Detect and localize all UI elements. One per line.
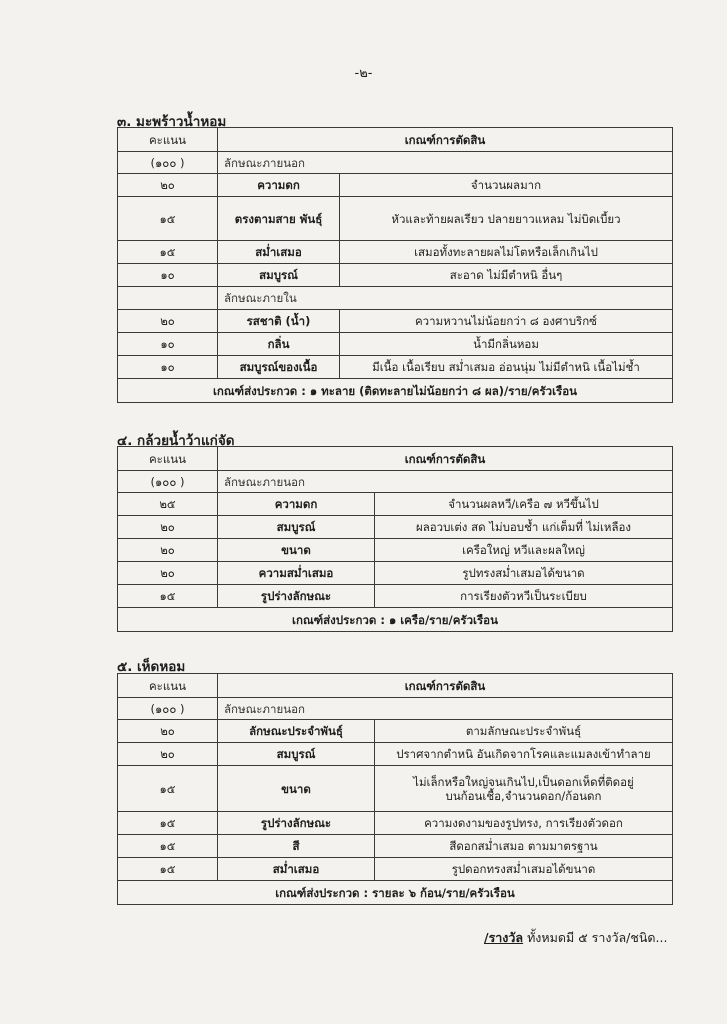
submission-criteria: เกณฑ์ส่งประกวด : รายละ ๖ ก้อน/ราย/ครัวเรือน xyxy=(118,881,673,905)
criteria-header: เกณฑ์การตัดสิน xyxy=(218,674,673,698)
table-row xyxy=(118,516,673,539)
table-row xyxy=(118,493,673,516)
row-score: ๒๐ xyxy=(118,562,218,585)
row-criterion: รูปร่างลักษณะ xyxy=(218,585,375,608)
row-description: รูปทรงสม่ำเสมอได้ขนาด xyxy=(375,562,673,585)
row-score: ๒๐ xyxy=(118,539,218,562)
table-header-row xyxy=(118,128,673,152)
group-row xyxy=(118,287,673,310)
row-description: เสมอทั้งทะลายผลไม่โตหรือเล็กเกินไป xyxy=(340,241,673,264)
table-row xyxy=(118,720,673,743)
row-score: ๒๐ xyxy=(118,720,218,743)
row-criterion: ลักษณะประจำพันธุ์ xyxy=(218,720,375,743)
row-score: ๑๐ xyxy=(118,333,218,356)
row-description: จำนวนผลมาก xyxy=(340,174,673,197)
row-criterion: สม่ำเสมอ xyxy=(218,241,340,264)
table-row xyxy=(118,197,673,241)
footer-row xyxy=(118,608,673,632)
footer-row xyxy=(118,379,673,403)
row-score: ๑๕ xyxy=(118,241,218,264)
row-score: ๑๕ xyxy=(118,766,218,812)
row-description-line: บนก้อนเชื้อ,จำนวนดอก/ก้อนดก xyxy=(445,788,602,803)
criteria-table-banana xyxy=(117,446,673,632)
table-row xyxy=(118,539,673,562)
row-description: ปราศจากตำหนิ อันเกิดจากโรคและแมลงเข้าทำลาย xyxy=(375,743,673,766)
row-score: ๒๐ xyxy=(118,174,218,197)
row-criterion: สมบูรณ์ xyxy=(218,516,375,539)
row-criterion: ขนาด xyxy=(218,539,375,562)
submission-criteria: เกณฑ์ส่งประกวด : ๑ เครือ/ราย/ครัวเรือน xyxy=(118,608,673,632)
score-label: คะแนน xyxy=(118,447,218,471)
table-row xyxy=(118,835,673,858)
table-row xyxy=(118,562,673,585)
group-row xyxy=(118,152,673,174)
row-description: สีดอกสม่ำเสมอ ตามมาตรฐาน xyxy=(375,835,673,858)
section-title-coconut: ๓. มะพร้าวน้ำหอม xyxy=(117,114,227,130)
prize-link-text: /รางวัล xyxy=(484,930,524,945)
table-row xyxy=(118,585,673,608)
row-description: การเรียงตัวหวีเป็นระเบียบ xyxy=(375,585,673,608)
group-row xyxy=(118,698,673,720)
row-criterion: ความดก xyxy=(218,174,340,197)
row-criterion: สมบูรณ์ xyxy=(218,264,340,287)
section-title-shiitake: ๕. เห็ดหอม xyxy=(117,659,186,675)
row-criterion: ความสม่ำเสมอ xyxy=(218,562,375,585)
table-header-row xyxy=(118,674,673,698)
submission-criteria: เกณฑ์ส่งประกวด : ๑ ทะลาย (ติดทะลายไม่น้อยกว่า ๘ ผล)/ราย/ครัวเรือน xyxy=(118,379,673,403)
score-total: (๑๐๐ ) xyxy=(118,471,218,493)
group-label-interior: ลักษณะภายใน xyxy=(218,287,673,310)
row-criterion: สี xyxy=(218,835,375,858)
score-label: คะแนน xyxy=(118,128,218,152)
row-criterion: ตรงตามสาย พันธุ์ xyxy=(218,197,340,241)
prize-rest-text: ทั้งหมดมี ๕ รางวัล/ชนิด... xyxy=(523,930,668,945)
table-row xyxy=(118,310,673,333)
table-row xyxy=(118,333,673,356)
empty-score-cell xyxy=(118,287,218,310)
criteria-table-shiitake xyxy=(117,673,673,905)
row-description: ผลอวบเต่ง สด ไม่บอบช้ำ แก่เต็มที่ ไม่เหลือง xyxy=(375,516,673,539)
group-label-exterior: ลักษณะภายนอก xyxy=(218,152,673,174)
row-description: หัวและท้ายผลเรียว ปลายยาวแหลม ไม่บิดเบี้ยว xyxy=(340,197,673,241)
row-score: ๑๕ xyxy=(118,858,218,881)
table-row xyxy=(118,766,673,812)
row-description: มีเนื้อ เนื้อเรียบ สม่ำเสมอ อ่อนนุ่ม ไม่มีตำหนิ เนื้อไม่ช้ำ xyxy=(340,356,673,379)
criteria-header: เกณฑ์การตัดสิน xyxy=(218,128,673,152)
row-description xyxy=(375,766,673,812)
group-row xyxy=(118,471,673,493)
footer-row xyxy=(118,881,673,905)
criteria-header: เกณฑ์การตัดสิน xyxy=(218,447,673,471)
score-total: (๑๐๐ ) xyxy=(118,152,218,174)
row-criterion: ขนาด xyxy=(218,766,375,812)
table-row xyxy=(118,812,673,835)
row-description: สะอาด ไม่มีตำหนิ อื่นๆ xyxy=(340,264,673,287)
table-row xyxy=(118,264,673,287)
row-criterion: สมบูรณ์ xyxy=(218,743,375,766)
row-score: ๑๕ xyxy=(118,835,218,858)
row-description: น้ำมีกลิ่นหอม xyxy=(340,333,673,356)
row-description: ตามลักษณะประจำพันธุ์ xyxy=(375,720,673,743)
table-row xyxy=(118,174,673,197)
row-score: ๑๕ xyxy=(118,197,218,241)
row-score: ๑๕ xyxy=(118,812,218,835)
row-criterion: กลิ่น xyxy=(218,333,340,356)
row-description: จำนวนผลหวี/เครือ ๗ หวีขึ้นไป xyxy=(375,493,673,516)
table-row xyxy=(118,241,673,264)
row-criterion: สม่ำเสมอ xyxy=(218,858,375,881)
row-criterion: รูปร่างลักษณะ xyxy=(218,812,375,835)
row-criterion: ความดก xyxy=(218,493,375,516)
criteria-table-coconut xyxy=(117,127,673,403)
row-score: ๒๕ xyxy=(118,493,218,516)
row-score: ๒๐ xyxy=(118,516,218,539)
score-total: (๑๐๐ ) xyxy=(118,698,218,720)
row-criterion: สมบูรณ์ของเนื้อ xyxy=(218,356,340,379)
row-description: ความงดงามของรูปทรง, การเรียงตัวดอก xyxy=(375,812,673,835)
group-label-exterior: ลักษณะภายนอก xyxy=(218,471,673,493)
row-description: ความหวานไม่น้อยกว่า ๘ องศาบริกซ์ xyxy=(340,310,673,333)
row-criterion: รสชาติ (น้ำ) xyxy=(218,310,340,333)
table-row xyxy=(118,743,673,766)
row-score: ๑๕ xyxy=(118,585,218,608)
score-label: คะแนน xyxy=(118,674,218,698)
group-label-exterior: ลักษณะภายนอก xyxy=(218,698,673,720)
row-description-line: ไม่เล็กหรือใหญ่จนเกินไป,เป็นดอกเห็ดที่ติดอยู่ xyxy=(413,774,634,789)
row-description: เครือใหญ่ หวีและผลใหญ่ xyxy=(375,539,673,562)
page-number: -๒- xyxy=(354,66,373,81)
row-score: ๑๐ xyxy=(118,356,218,379)
table-row xyxy=(118,356,673,379)
table-header-row xyxy=(118,447,673,471)
row-score: ๒๐ xyxy=(118,743,218,766)
row-score: ๑๐ xyxy=(118,264,218,287)
row-description: รูปดอกทรงสม่ำเสมอได้ขนาด xyxy=(375,858,673,881)
row-score: ๒๐ xyxy=(118,310,218,333)
section-title-banana: ๔. กล้วยน้ำว้าแก่จัด xyxy=(117,433,235,449)
table-row xyxy=(118,858,673,881)
continuation-note xyxy=(484,928,667,948)
